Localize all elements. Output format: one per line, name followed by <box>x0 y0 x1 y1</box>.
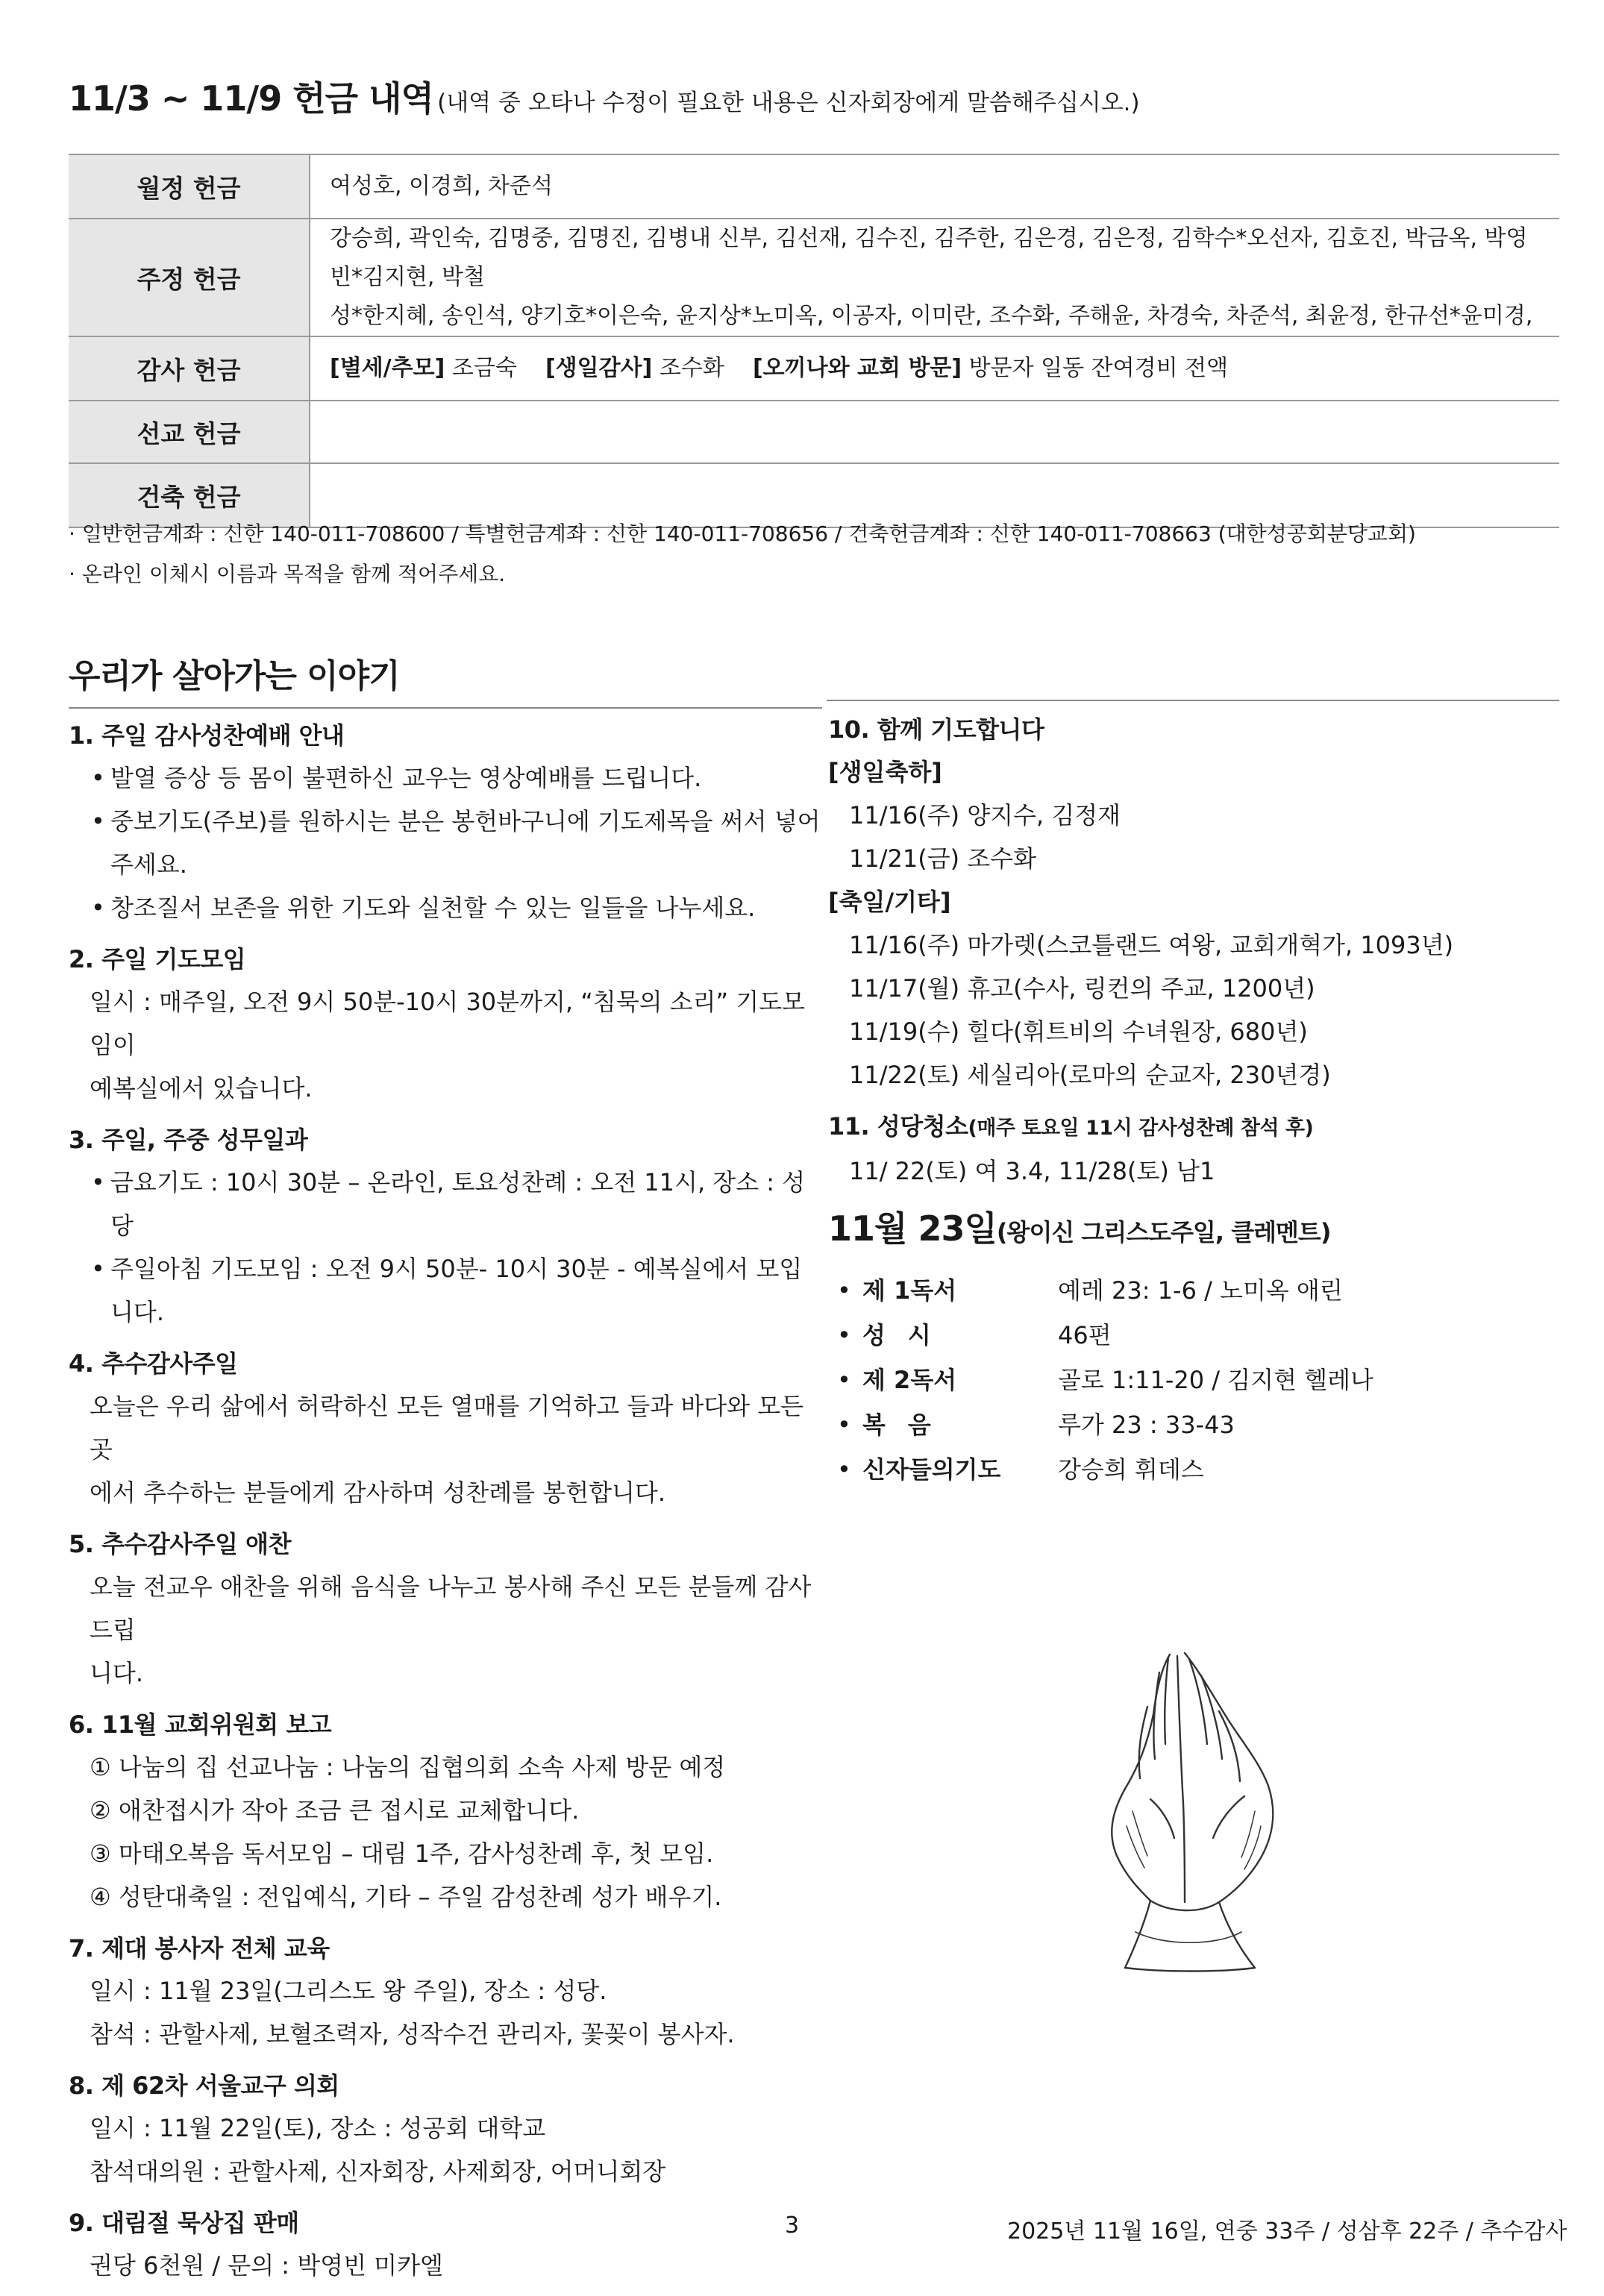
divider <box>827 700 1559 701</box>
table-row <box>69 401 1559 463</box>
notice-4 <box>69 1343 822 1514</box>
nov23-date: 11월 23일 <box>828 1208 997 1249</box>
notice-bullet: • 창조질서 보존을 위한 기도와 실천할 수 있는 일들을 나누세요. <box>69 886 822 929</box>
notice-line: ② 애찬접시가 작아 조금 큰 접시로 교체합니다. <box>90 1796 580 1825</box>
liturgy-list <box>828 1268 1559 1492</box>
offering-value-thanks <box>310 336 1559 401</box>
liturgy-value: 예레 23: 1-6 / 노미옥 애린 <box>1058 1276 1343 1305</box>
liturgy-label: 제 1독서 <box>862 1276 957 1305</box>
thanks-tag-okinawa: [오끼나와 교회 방문] <box>752 355 962 381</box>
birthday-line: 11/16(주) 양지수, 김정재 <box>849 801 1121 829</box>
list-item <box>828 1358 1559 1402</box>
bullet: • <box>837 1276 851 1305</box>
notice-1 <box>69 715 822 929</box>
notice-title <box>828 1105 1559 1149</box>
notice-line: 권당 6천원 / 문의 : 박영빈 미카엘 <box>90 2251 443 2280</box>
offering-label-mission: 선교 헌금 <box>69 401 310 463</box>
thanks-text-okinawa: 방문자 일동 잔여경비 전액 <box>968 355 1229 381</box>
notice-title: 1. 주일 감사성찬예배 안내 <box>69 721 345 750</box>
notice-title: 10. 함께 기도합니다 <box>828 715 1044 744</box>
bullet: • <box>837 1455 851 1484</box>
notice-title: 5. 추수감사주일 애찬 <box>69 1530 291 1558</box>
notice-11 <box>828 1105 1559 1193</box>
bullet: • <box>837 1411 851 1439</box>
notice-title: 8. 제 62차 서울교구 의회 <box>69 2071 339 2100</box>
offering-weekly-line2: 성*한지혜, 송인석, 양기호*이은숙, 윤지상*노미옥, 이공자, 이미란, 조수화, 주해윤, 차경숙, 차준석, 최윤정, 한규선*윤미경, <box>330 303 1533 329</box>
notice-line: 일시 : 매주일, 오전 9시 50분-10시 30분까지, “침묵의 소리” 기도모임이 <box>90 988 806 1059</box>
birthday-label: [생일축하] <box>828 758 942 786</box>
offering-value-monthly: 여성호, 이경희, 차준석 <box>330 173 553 199</box>
notice-title: 3. 주일, 주중 성무일과 <box>69 1126 308 1154</box>
notice-title: 7. 제대 봉사자 전체 교육 <box>69 1934 330 1963</box>
offering-value-mission <box>310 401 1559 463</box>
notice-title: 9. 대림절 묵상집 판매 <box>69 2209 299 2237</box>
liturgy-value: 46편 <box>1058 1321 1112 1349</box>
notice-line: 예복실에서 있습니다. <box>90 1074 313 1102</box>
praying-hands-icon <box>1073 1640 1316 1974</box>
list-item <box>828 1268 1559 1313</box>
thanks-text-memorial: 조금숙 <box>451 355 517 381</box>
notice-3 <box>69 1119 822 1334</box>
thanks-tag-memorial: [별세/추모] <box>330 355 445 381</box>
notice-line: ③ 마태오복음 독서모임 – 대림 1주, 감사성찬례 후, 첫 모임. <box>90 1839 714 1868</box>
cleaning-line: 11/ 22(토) 여 3.4, 11/28(토) 남1 <box>849 1157 1215 1185</box>
offering-table <box>69 154 1559 528</box>
notice-title: 2. 주일 기도모임 <box>69 945 246 973</box>
liturgy-label: 신자들의기도 <box>862 1455 1001 1484</box>
footer-info: 2025년 11월 16일, 연중 33주 / 성삼후 22주 / 추수감사 <box>1007 2218 1567 2245</box>
cleaning-subtitle: (매주 토요일 11시 감사성찬례 참석 후) <box>968 1117 1314 1140</box>
notice-8 <box>69 2065 822 2193</box>
liturgy-value: 골로 1:11-20 / 김지현 헬레나 <box>1058 1366 1373 1394</box>
nov23-title <box>828 1202 1559 1259</box>
notice-line: ④ 성탄대축일 : 전입예식, 기타 – 주일 감성찬례 성가 배우기. <box>90 1883 722 1911</box>
notice-line: 참석 : 관할사제, 보혈조력자, 성작수건 관리자, 꽃꽂이 봉사자. <box>90 2020 735 2048</box>
offering-note: (내역 중 오타나 수정이 필요한 내용은 신자회장에게 말씀해주십시오.) <box>437 90 1140 116</box>
notice-title: 6. 11월 교회위원회 보고 <box>69 1710 332 1739</box>
nov23-subtitle: (왕이신 그리스도주일, 클레멘트) <box>996 1218 1331 1246</box>
notice-7 <box>69 1928 822 2056</box>
bullet: • <box>837 1321 851 1349</box>
notice-line: 에서 추수하는 분들에게 감사하며 성찬례를 봉헌합니다. <box>90 1478 666 1507</box>
offering-weekly-line1: 강승희, 곽인숙, 김명중, 김명진, 김병내 신부, 김선재, 김수진, 김주한, 김은경, 김은정, 김학수*오선자, 김호진, 박금옥, 박영빈*김지현, 박철 <box>330 225 1528 290</box>
notice-line: 니다. <box>90 1659 143 1687</box>
notice-bullet: • 주일아침 기도모임 : 오전 9시 50분- 10시 30분 - 예복실에서 모입니다. <box>69 1247 822 1334</box>
list-item <box>828 1313 1559 1358</box>
offering-title: 11/3 ~ 11/9 헌금 내역 <box>69 78 433 119</box>
cleaning-title: 11. 성당청소 <box>828 1112 968 1141</box>
offering-label-monthly: 월정 헌금 <box>69 154 310 219</box>
left-column <box>69 715 822 2296</box>
notice-bullet: • 중보기도(주보)를 원하시는 분은 봉헌바구니에 기도제목을 써서 넣어 주세요. <box>69 800 822 886</box>
section-heading: 우리가 살아가는 이야기 <box>69 649 822 709</box>
birthday-line: 11/21(금) 조수화 <box>849 844 1037 873</box>
feast-line: 11/22(토) 세실리아(로마의 순교자, 230년경) <box>849 1061 1331 1089</box>
feast-line: 11/16(주) 마가렛(스코틀랜드 여왕, 교회개혁가, 1093년) <box>849 931 1454 959</box>
feast-label: [축일/기타] <box>828 888 951 916</box>
online-transfer-note: · 온라인 이체시 이름과 목적을 함께 적어주세요. <box>69 562 506 586</box>
notice-5 <box>69 1523 822 1695</box>
notice-bullet: • 발열 증상 등 몸이 불편하신 교우는 영상예배를 드립니다. <box>69 756 822 800</box>
thanks-text-birthday: 조수화 <box>659 355 724 381</box>
table-row <box>69 154 1559 219</box>
notice-2 <box>69 938 822 1110</box>
bullet: • <box>837 1366 851 1394</box>
list-item <box>828 1402 1559 1447</box>
offering-value-weekly <box>310 219 1559 336</box>
offering-label-weekly: 주정 헌금 <box>69 219 310 336</box>
list-item <box>828 1447 1559 1492</box>
page-number: 3 <box>785 2212 800 2239</box>
notice-line: 일시 : 11월 23일(그리스도 왕 주일), 장소 : 성당. <box>90 1977 607 2005</box>
right-column <box>828 709 1559 1492</box>
feast-line: 11/17(월) 휴고(수사, 링컨의 주교, 1200년) <box>849 974 1315 1003</box>
notice-line: 일시 : 11월 22일(토), 장소 : 성공회 대학교 <box>90 2114 546 2142</box>
notice-9 <box>69 2202 822 2287</box>
offering-label-building: 건축 헌금 <box>69 463 310 527</box>
liturgy-label: 복음 <box>862 1411 953 1439</box>
notice-line: 오늘 전교우 애찬을 위해 음식을 나누고 봉사해 주신 모든 분들께 감사드립 <box>90 1572 812 1644</box>
liturgy-label: 성시 <box>862 1321 953 1349</box>
notice-10 <box>828 709 1559 1097</box>
thanks-tag-birthday: [생일감사] <box>545 355 653 381</box>
table-row <box>69 219 1559 336</box>
table-row <box>69 336 1559 401</box>
liturgy-label: 제 2독서 <box>862 1366 957 1394</box>
notice-6 <box>69 1704 822 1919</box>
liturgy-value: 루가 23 : 33-43 <box>1058 1411 1235 1439</box>
notice-line: ① 나눔의 집 선교나눔 : 나눔의 집협의회 소속 사제 방문 예정 <box>90 1753 726 1781</box>
liturgy-value: 강승희 휘데스 <box>1058 1455 1204 1484</box>
offering-label-thanks: 감사 헌금 <box>69 336 310 401</box>
notice-bullet: • 금요기도 : 10시 30분 – 온라인, 토요성찬례 : 오전 11시, 장소 : 성당 <box>69 1161 822 1247</box>
account-info: · 일반헌금계좌 : 신한 140-011-708600 / 특별헌금계좌 : 신한 140-011-708656 / 건축헌금계좌 : 신한 140-011-708663 (대한성공회분당교회) <box>69 521 1416 546</box>
offering-header <box>69 72 1553 121</box>
feast-line: 11/19(수) 힐다(휘트비의 수녀원장, 680년) <box>849 1017 1308 1046</box>
notice-line: 오늘은 우리 삶에서 허락하신 모든 열매를 기억하고 들과 바다와 모든 곳 <box>90 1392 804 1464</box>
notice-title: 4. 추수감사주일 <box>69 1349 238 1378</box>
notice-line: 참석대의원 : 관할사제, 신자회장, 사제회장, 어머니회장 <box>90 2157 666 2186</box>
